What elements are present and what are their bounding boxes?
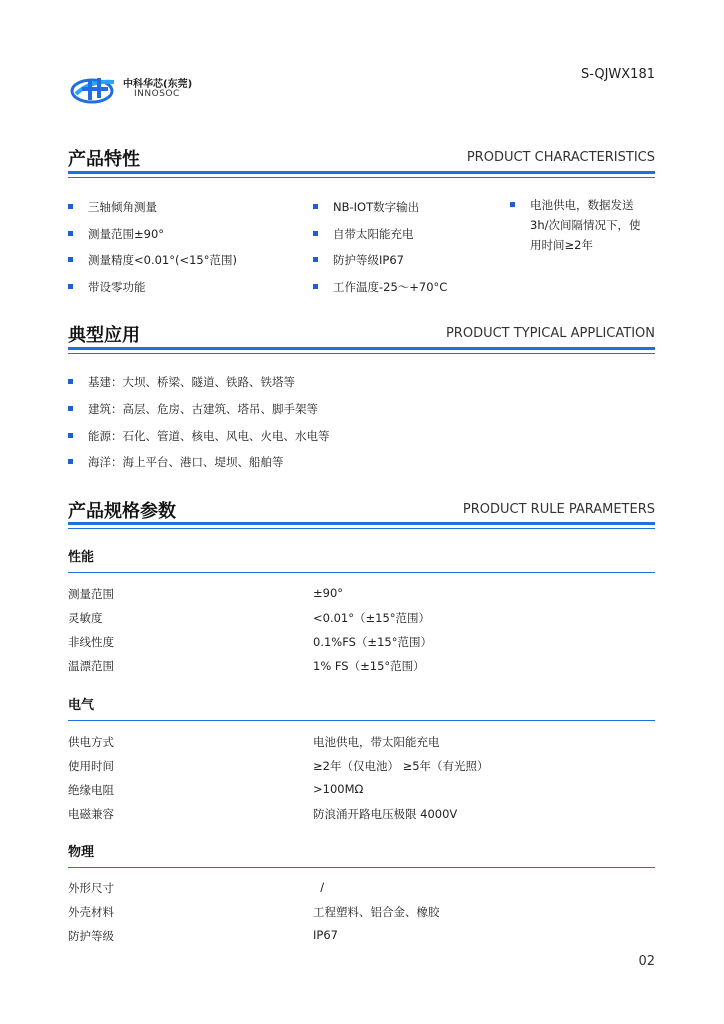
company-name-cn: 中科华芯(东莞) [123,79,193,90]
list-item: 电池供电，数据发送 3h/次间隔情况下，使 用时间≥2年 [510,195,680,255]
physical-subtitle: 物理 [68,845,95,860]
bullet-icon [68,459,73,464]
spec-key: 防护等级 [68,929,114,943]
spec-key: 使用时间 [68,759,114,773]
application-title: 典型应用 [68,325,140,346]
spec-value: <0.01°（±15°范围） [313,611,431,625]
subsection-divider [68,572,655,573]
spec-value: / [313,880,325,894]
spec-key: 供电方式 [68,735,114,749]
list-item: NB-IOT数字输出 [313,199,419,215]
spec-key: 电磁兼容 [68,807,114,821]
spec-key: 外壳材料 [68,905,114,919]
spec-value: ±90° [313,586,344,600]
company-name-en: INNOSOC [134,89,180,99]
bullet-icon [68,284,73,289]
spec-key: 测量范围 [68,587,114,601]
characteristics-title: 产品特性 [68,149,140,170]
spec-key: 非线性度 [68,635,114,649]
bullet-icon [313,257,318,262]
spec-value: 工程塑料、铝合金、橡胶 [313,905,440,919]
spec-value: IP67 [313,928,338,942]
list-item: 海洋：海上平台、港口、堤坝、船舶等 [68,454,284,470]
list-item: 测量精度<0.01°(<15°范围) [68,252,237,268]
bullet-icon [313,284,318,289]
spec-key: 外形尺寸 [68,881,114,895]
spec-value: 电池供电，带太阳能充电 [313,735,440,749]
bullet-icon [313,204,318,209]
spec-key: 温漂范围 [68,659,114,673]
subsection-divider [68,867,655,868]
list-item: 工作温度-25～+70°C [313,279,447,295]
bullet-icon [68,379,73,384]
spec-value: 0.1%FS（±15°范围） [313,635,432,649]
list-item: 建筑：高层、危房、古建筑、塔吊、脚手架等 [68,401,318,417]
page-number: 02 [638,954,655,969]
bullet-icon [68,406,73,411]
subsection-divider [68,720,655,721]
bullet-icon [68,257,73,262]
performance-subtitle: 性能 [68,550,95,565]
spec-key: 绝缘电阻 [68,783,114,797]
bullet-icon [68,433,73,438]
list-item: 能源：石化、管道、核电、风电、火电、水电等 [68,428,330,444]
spec-value: 防浪涌开路电压极限 4000V [313,807,458,821]
spec-value: ≥2年（仅电池） ≥5年（有光照） [313,759,489,773]
spec-key: 灵敏度 [68,611,103,625]
parameters-title: 产品规格参数 [68,501,176,522]
company-logo-icon [70,72,130,106]
spec-value: 1% FS（±15°范围） [313,659,425,673]
parameters-title-en: PRODUCT RULE PARAMETERS [462,502,655,517]
bullet-icon [68,204,73,209]
electrical-subtitle: 电气 [68,698,95,713]
list-item: 基建：大坝、桥梁、隧道、铁路、铁塔等 [68,374,295,390]
bullet-icon [510,202,515,207]
bullet-icon [313,231,318,236]
model-number: S-QJWX181 [580,67,655,82]
spec-value: >100MΩ [313,782,364,796]
list-item: 自带太阳能充电 [313,226,414,242]
list-item: 三轴倾角测量 [68,199,157,215]
characteristics-title-en: PRODUCT CHARACTERISTICS [466,150,655,165]
list-item: 带设零功能 [68,279,146,295]
application-title-en: PRODUCT TYPICAL APPLICATION [445,326,655,341]
list-item: 测量范围±90° [68,226,164,242]
list-item: 防护等级IP67 [313,252,404,268]
bullet-icon [68,231,73,236]
